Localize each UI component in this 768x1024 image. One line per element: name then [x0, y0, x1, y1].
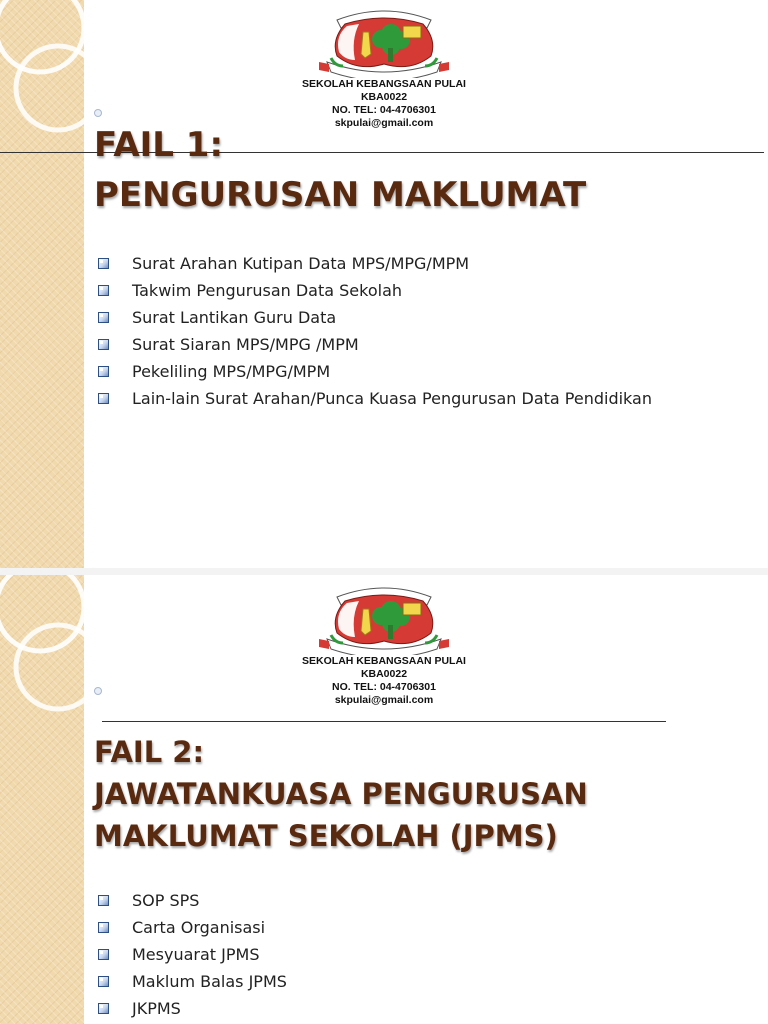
school-name: SEKOLAH KEBANGSAAN PULAI	[302, 78, 466, 90]
school-header	[284, 6, 484, 130]
file-contents-list	[96, 250, 652, 412]
list-item-label: Lain-lain Surat Arahan/Punca Kuasa Pengurusan Data Pendidikan	[132, 389, 652, 408]
list-item	[96, 941, 287, 968]
header-divider	[102, 721, 666, 722]
checkbox-bullet-icon	[98, 339, 109, 350]
slide-title-line-1: FAIL 2:	[94, 735, 205, 769]
school-crest-logo	[315, 583, 453, 655]
checkbox-bullet-icon	[98, 393, 109, 404]
school-header	[284, 583, 484, 707]
school-phone: NO. TEL: 04-4706301	[332, 104, 436, 116]
checkbox-bullet-icon	[98, 922, 109, 933]
checkbox-bullet-icon	[98, 1003, 109, 1014]
school-name: SEKOLAH KEBANGSAAN PULAI	[302, 655, 466, 667]
list-item	[96, 385, 652, 412]
checkbox-bullet-icon	[98, 949, 109, 960]
list-item-label: Takwim Pengurusan Data Sekolah	[132, 281, 403, 300]
file-contents-list	[96, 887, 287, 1022]
list-item	[96, 331, 652, 358]
list-item-label: Surat Siaran MPS/MPG /MPM	[132, 335, 359, 354]
list-item-label: Mesyuarat JPMS	[132, 945, 260, 964]
list-item	[96, 968, 287, 995]
slide-title	[94, 120, 586, 220]
checkbox-bullet-icon	[98, 366, 109, 377]
school-code: KBA0022	[360, 91, 408, 103]
checkbox-bullet-icon	[98, 258, 109, 269]
list-item-label: Maklum Balas JPMS	[132, 972, 287, 991]
checkbox-bullet-icon	[98, 976, 109, 987]
list-item-label: SOP SPS	[132, 891, 200, 910]
school-code: KBA0022	[360, 668, 408, 680]
slide-title-line-3: MAKLUMAT SEKOLAH (JPMS)	[94, 819, 558, 853]
slide-title	[94, 731, 588, 857]
list-item-label: JKPMS	[132, 999, 181, 1018]
school-crest-logo	[315, 6, 453, 78]
school-email: skpulai@gmail.com	[334, 694, 434, 706]
school-email: skpulai@gmail.com	[334, 117, 434, 129]
list-item-label: Pekeliling MPS/MPG/MPM	[132, 362, 331, 381]
slide-title-line-2: PENGURUSAN MAKLUMAT	[94, 175, 587, 215]
list-item	[96, 304, 652, 331]
list-item	[96, 358, 652, 385]
checkbox-bullet-icon	[98, 285, 109, 296]
list-item-label: Surat Arahan Kutipan Data MPS/MPG/MPM	[132, 254, 470, 273]
list-item-label: Carta Organisasi	[132, 918, 266, 937]
school-phone: NO. TEL: 04-4706301	[332, 681, 436, 693]
checkbox-bullet-icon	[98, 312, 109, 323]
list-item	[96, 887, 287, 914]
slide-title-line-2: JAWATANKUASA PENGURUSAN	[94, 777, 588, 811]
list-item	[96, 995, 287, 1022]
list-item	[96, 250, 652, 277]
list-item	[96, 914, 287, 941]
checkbox-bullet-icon	[98, 895, 109, 906]
list-item	[96, 277, 652, 304]
slide-title-line-1: FAIL 1:	[94, 125, 224, 165]
slide-fail-2	[0, 575, 768, 1024]
list-item-label: Surat Lantikan Guru Data	[132, 308, 337, 327]
